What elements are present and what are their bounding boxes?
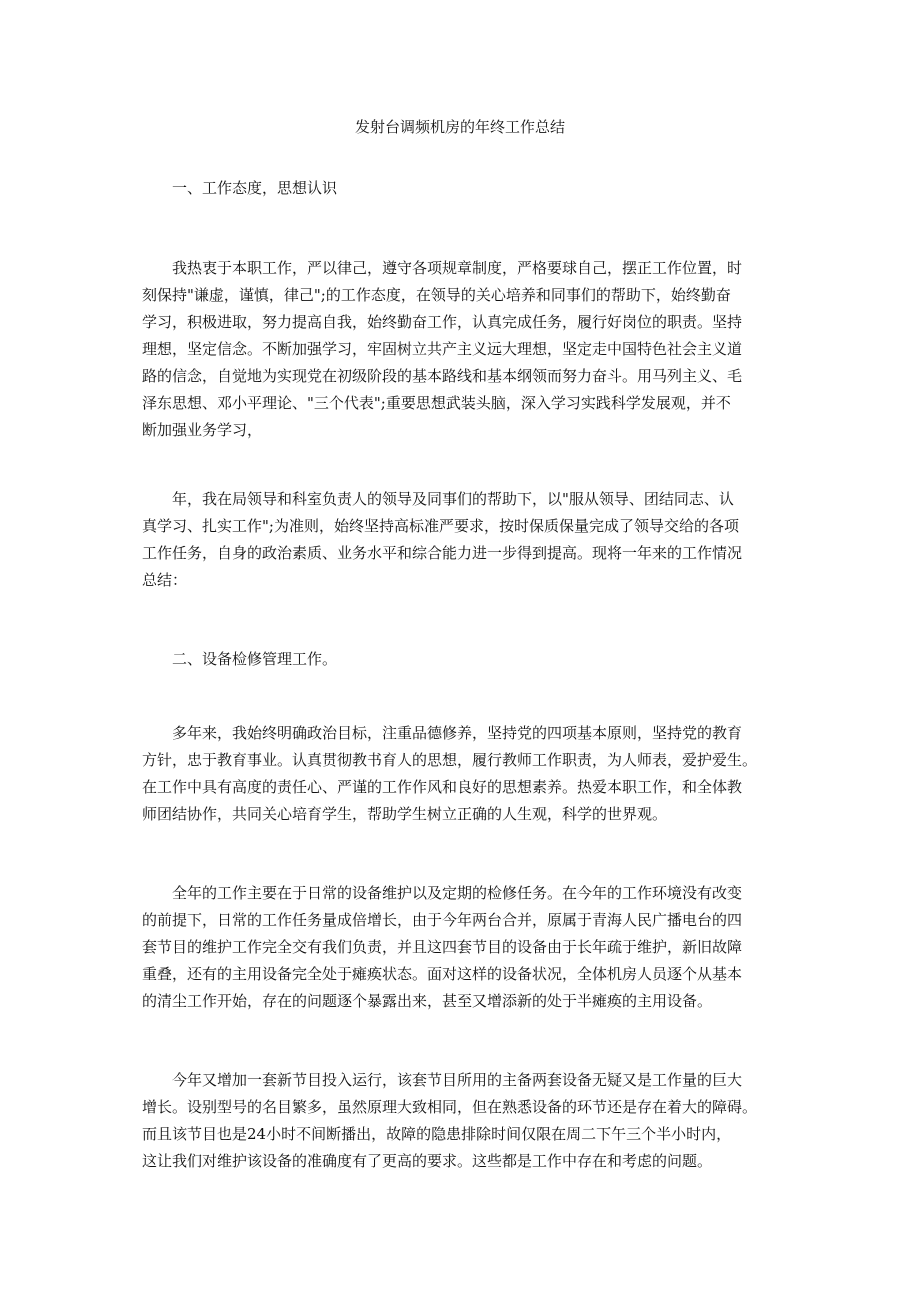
- paragraph-line: 而且该节目也是24小时不间断播出，故障的隐患排除时间仅限在周二下午三个半小时内，: [142, 1125, 732, 1143]
- paragraph-line: 泽东思想、邓小平理论、"三个代表";重要思想武装头脑，深入学习实践科学发展观，并不: [142, 394, 731, 412]
- paragraph-4: [142, 880, 782, 1015]
- paragraph-line: 我热衷于本职工作，严以律己，遵守各项规章制度，严格要球自己，摆正工作位置，时: [172, 259, 743, 277]
- paragraph-1: [142, 255, 782, 444]
- paragraph-line: 今年又增加一套新节目投入运行，该套节目所用的主备两套设备无疑又是工作量的巨大: [172, 1071, 743, 1089]
- paragraph-line: 在工作中具有高度的责任心、严谨的工作作风和良好的思想素养。热爱本职工作，和全体教: [142, 778, 743, 796]
- paragraph-3: [142, 720, 782, 828]
- paragraph-line: 总结：: [142, 571, 188, 589]
- paragraph-line: 多年来，我始终明确政治目标，注重品德修养，坚持党的四项基本原则，坚持党的教育: [172, 724, 743, 742]
- paragraph-2: [142, 486, 782, 594]
- paragraph-line: 路的信念，自觉地为实现党在初级阶段的基本路线和基本纲领而努力奋斗。用马列主义、毛: [142, 367, 743, 385]
- section-heading-1: 一、工作态度，思想认识: [172, 179, 338, 197]
- paragraph-line: 师团结协作，共同关心培育学生，帮助学生树立正确的人生观，科学的世界观。: [142, 805, 668, 823]
- paragraph-line: 理想，坚定信念。不断加强学习，牢固树立共产主义远大理想，坚定走中国特色社会主义道: [142, 340, 743, 358]
- paragraph-line: 增长。设别型号的名目繁多，虽然原理大致相同，但在熟悉设备的环节还是存在着大的障碍。: [142, 1098, 758, 1116]
- paragraph-line: 学习，积极进取，努力提高自我，始终勤奋工作，认真完成任务，履行好岗位的职责。坚持: [142, 313, 743, 331]
- paragraph-line: 套节目的维护工作完全交有我们负责，并且这四套节目的设备由于长年疏于维护，新旧故障: [142, 938, 743, 956]
- paragraph-line: 真学习、扎实工作";为准则，始终坚持高标准严要求，按时保质保量完成了领导交给的各项: [142, 517, 739, 535]
- paragraph-line: 年，我在局领导和科室负责人的领导及同事们的帮助下，以"服从领导、团结同志、认: [172, 490, 734, 508]
- section-heading-2: 二、设备检修管理工作。: [172, 650, 338, 668]
- paragraph-line: 重叠，还有的主用设备完全处于瘫痪状态。面对这样的设备状况，全体机房人员逐个从基本: [142, 965, 743, 983]
- document-title: 发射台调频机房的年终工作总结: [354, 118, 565, 136]
- paragraph-line: 方针，忠于教育事业。认真贯彻教书育人的思想，履行教师工作职责，为人师表，爱护爱生。: [142, 751, 758, 769]
- paragraph-line: 的清尘工作开始，存在的问题逐个暴露出来，甚至又增添新的处于半瘫痪的主用设备。: [142, 992, 713, 1010]
- paragraph-line: 全年的工作主要在于日常的设备维护以及定期的检修任务。在今年的工作环境没有改变: [172, 884, 743, 902]
- paragraph-line: 工作任务，自身的政治素质、业务水平和综合能力进一步得到提高。现将一年来的工作情况: [142, 544, 743, 562]
- paragraph-line: 这让我们对维护该设备的准确度有了更高的要求。这些都是工作中存在和考虑的问题。: [142, 1152, 713, 1170]
- paragraph-line: 的前提下，日常的工作任务量成倍增长，由于今年两台合并，原属于青海人民广播电台的四: [142, 911, 743, 929]
- paragraph-5: [142, 1067, 782, 1175]
- paragraph-line: 断加强业务学习，: [142, 421, 263, 439]
- paragraph-line: 刻保持"谦虚，谨慎，律己";的工作态度，在领导的关心培养和同事们的帮助下，始终勤奋: [142, 286, 731, 304]
